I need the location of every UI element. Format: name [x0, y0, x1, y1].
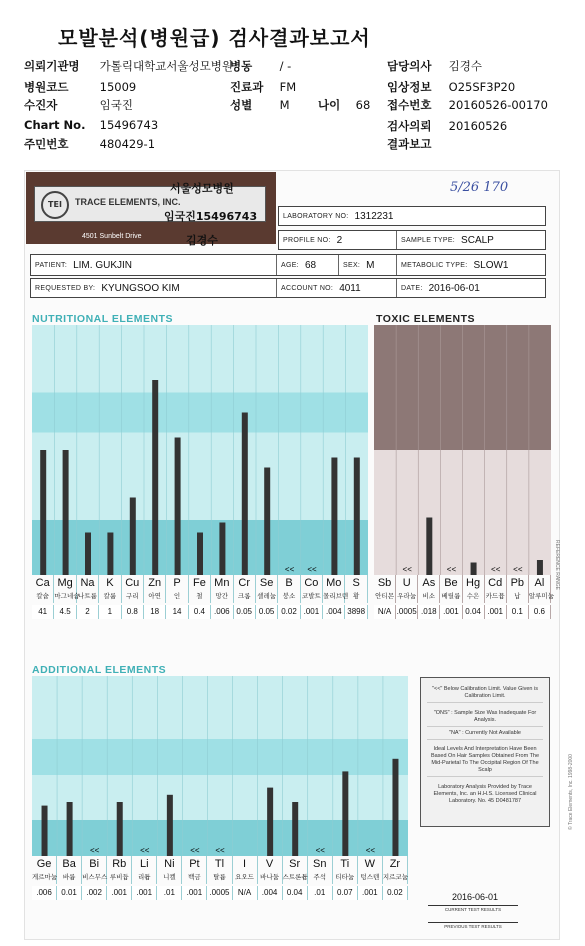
nutritional-value-ca: 41 — [32, 605, 54, 619]
toxic-value-sb: N/A — [374, 605, 396, 619]
additional-name-sr: 스트론튬 — [283, 872, 308, 884]
nutritional-band — [32, 393, 368, 433]
nutritional-plot — [32, 325, 368, 575]
header-department — [230, 79, 296, 95]
nutritional-symbol-p: P — [166, 575, 188, 591]
header-sex — [230, 97, 290, 113]
additional-value-bi: .002 — [82, 886, 107, 900]
date-label: DATE: — [401, 284, 423, 292]
toxic-below-limit-marker: << — [402, 565, 412, 574]
additional-name-w: 텅스텐 — [358, 872, 383, 884]
toxic-name-cd: 카드뮴 — [485, 591, 507, 603]
header-resident-no — [24, 136, 155, 152]
toxic-symbol-pb: Pb — [507, 575, 529, 591]
nutritional-symbol-ca: Ca — [32, 575, 54, 591]
age-label: AGE: — [281, 261, 299, 269]
additional-below-limit-marker: << — [140, 846, 150, 855]
additional-name-sn: 주석 — [308, 872, 333, 884]
nutritional-bar-s — [354, 458, 360, 576]
toxic-symbol-as: As — [418, 575, 440, 591]
nutritional-value-mg: 4.5 — [54, 605, 76, 619]
nutritional-bar-cr — [242, 413, 248, 576]
nutritional-value-s: 3898 — [345, 605, 367, 619]
toxic-value-hg: 0.04 — [463, 605, 485, 619]
additional-name-tl: 탈륨 — [207, 872, 232, 884]
legend-ideal-levels: Ideal Levels And Interpretation Have Been Based On Hair Samples Obtained From The Mid-Parietal To The Occipital Region Of The Scalp — [427, 744, 543, 777]
stamp-hospital: 서울성모병원 — [170, 182, 234, 195]
legend-box — [420, 677, 550, 827]
nutritional-bar-fe — [197, 533, 203, 576]
toxic-name-row — [374, 591, 554, 603]
current-results-line: CURRENT TEST RESULTS — [428, 905, 518, 912]
label-result-report: 결과보고 — [387, 137, 432, 151]
additional-value-ni: .01 — [157, 886, 182, 900]
toxic-name-be: 베릴륨 — [440, 591, 462, 603]
nutritional-value-p: 14 — [166, 605, 188, 619]
label-requesting-institution: 의뢰기관명 — [24, 59, 80, 73]
nutritional-symbol-b: B — [278, 575, 300, 591]
nutritional-name-row — [32, 591, 368, 603]
additional-below-limit-marker: << — [89, 846, 100, 855]
nutritional-symbol-s: S — [345, 575, 367, 591]
value-department: FM — [279, 80, 297, 94]
nutritional-value-row — [32, 605, 368, 619]
additional-plot — [32, 676, 408, 856]
label-age: 나이 — [318, 98, 341, 112]
label-patient: 수진자 — [24, 98, 58, 112]
additional-band — [32, 739, 408, 775]
nutritional-name-p: 인 — [166, 591, 188, 603]
additional-symbol-ti: Ti — [333, 856, 358, 872]
nutritional-value-b: 0.02 — [278, 605, 300, 619]
nutritional-below-limit-marker: << — [307, 565, 317, 574]
nutritional-name-se: 셀레늄 — [256, 591, 278, 603]
additional-title: ADDITIONAL ELEMENTS — [32, 664, 167, 676]
header-row-1 — [24, 58, 233, 74]
account-label: ACCOUNT NO: — [281, 284, 334, 292]
additional-chart — [32, 676, 408, 904]
toxic-name-as: 비소 — [418, 591, 440, 603]
toxic-name-hg: 수은 — [463, 591, 485, 603]
logo-name: TRACE ELEMENTS, INC. — [75, 197, 181, 207]
additional-value-sr: 0.04 — [283, 886, 308, 900]
nutritional-bar-p — [175, 438, 181, 576]
additional-name-ge: 게르마늄 — [32, 872, 57, 884]
toxic-symbol-row — [374, 575, 551, 591]
additional-bar-ti — [342, 771, 348, 856]
additional-symbol-ni: Ni — [157, 856, 182, 872]
nutritional-symbol-fe: Fe — [189, 575, 211, 591]
header-result-report — [387, 136, 445, 152]
toxic-bar-hg — [471, 563, 477, 576]
nutritional-bar-se — [264, 468, 270, 576]
label-doctor: 담당의사 — [387, 59, 432, 73]
toxic-below-limit-marker: << — [446, 565, 457, 574]
additional-symbol-ba: Ba — [57, 856, 82, 872]
nutritional-below-limit-marker: << — [284, 565, 295, 574]
profile-value: 2 — [336, 234, 343, 246]
header-chart-no — [24, 118, 158, 132]
nutritional-bar-na — [85, 533, 91, 576]
nutritional-symbol-row — [32, 575, 368, 591]
nutritional-name-b: 붕소 — [278, 591, 300, 603]
additional-symbol-sr: Sr — [283, 856, 308, 872]
toxic-value-row — [374, 605, 551, 619]
additional-symbol-row — [32, 856, 408, 872]
toxic-symbol-u: U — [396, 575, 418, 591]
additional-value-tl: .0005 — [207, 886, 232, 900]
request-box — [30, 278, 546, 298]
additional-symbol-rb: Rb — [107, 856, 132, 872]
toxic-name-sb: 안티몬 — [374, 591, 396, 603]
profile-label: PROFILE NO: — [283, 236, 331, 244]
label-chart-no: Chart No. — [24, 118, 86, 132]
label-receipt-no: 접수번호 — [387, 98, 432, 112]
toxic-plot — [374, 325, 551, 575]
nutritional-bar-mg — [63, 450, 69, 575]
nutritional-name-fe: 철 — [189, 591, 211, 603]
toxic-below-limit-marker: << — [513, 565, 523, 574]
toxic-bar-al — [537, 560, 543, 575]
nutritional-value-k: 1 — [99, 605, 121, 619]
tei-mark-icon: TEI — [41, 191, 69, 219]
logo-address: 4501 Sunbelt Drive — [82, 233, 142, 240]
additional-name-ba: 바륨 — [57, 872, 82, 884]
patient-label: PATIENT: — [35, 261, 68, 269]
additional-below-limit-marker: << — [190, 846, 200, 855]
nutritional-value-fe: 0.4 — [189, 605, 211, 619]
nutritional-symbol-mn: Mn — [211, 575, 233, 591]
stamp-patient-chart: 임국진15496743 — [164, 210, 258, 223]
value-chart-no: 15496743 — [99, 118, 159, 132]
legend-na: "NA" : Currently Not Available — [427, 728, 543, 740]
current-result-date: 2016-06-01 — [452, 892, 499, 902]
label-clinical-info: 임상정보 — [387, 80, 432, 94]
additional-symbol-bi: Bi — [82, 856, 107, 872]
nutritional-name-mo: 몰리브덴 — [323, 591, 345, 603]
additional-value-sn: .01 — [308, 886, 333, 900]
additional-symbol-li: Li — [132, 856, 157, 872]
additional-bar-sr — [292, 802, 298, 856]
additional-value-li: .001 — [132, 886, 157, 900]
nutritional-symbol-na: Na — [77, 575, 99, 591]
additional-value-pt: .001 — [182, 886, 207, 900]
additional-name-row — [32, 872, 408, 884]
value-request-date: 20160526 — [448, 119, 508, 133]
nutritional-name-cu: 구리 — [122, 591, 144, 603]
handwritten-note: 5/26 170 — [450, 180, 509, 195]
additional-value-row — [32, 886, 408, 900]
additional-bar-rb — [117, 802, 123, 856]
patient-box — [30, 254, 546, 276]
nutritional-name-mg: 마그네슘 — [54, 591, 76, 603]
date-value: 2016-06-01 — [428, 282, 480, 294]
additional-value-ge: .006 — [32, 886, 57, 900]
value-resident-no: 480429-1 — [99, 137, 156, 151]
toxic-bar-as — [426, 518, 432, 576]
additional-name-li: 리튬 — [132, 872, 157, 884]
additional-name-pt: 백금 — [182, 872, 207, 884]
toxic-chart — [374, 325, 554, 625]
toxic-symbol-be: Be — [440, 575, 462, 591]
nutritional-value-cu: 0.8 — [122, 605, 144, 619]
header-patient — [24, 97, 133, 113]
header-request-date — [387, 118, 507, 134]
additional-bar-zr — [392, 759, 398, 856]
additional-value-v: .004 — [258, 886, 283, 900]
lab-no-box — [278, 206, 546, 226]
label-department: 진료과 — [230, 80, 264, 94]
additional-value-i: N/A — [233, 886, 258, 900]
label-hospital-code: 병원코드 — [24, 80, 69, 94]
additional-name-ti: 티타늄 — [333, 872, 358, 884]
sex-label: SEX: — [343, 261, 361, 269]
additional-name-bi: 비스무스 — [82, 872, 107, 884]
legend-ons: "ONS" : Sample Size Was Inadequate For Analysis. — [427, 708, 543, 727]
nutritional-symbol-zn: Zn — [144, 575, 166, 591]
nutritional-value-na: 2 — [77, 605, 99, 619]
additional-symbol-w: W — [358, 856, 383, 872]
nutritional-name-cr: 크롬 — [234, 591, 256, 603]
additional-bar-v — [267, 788, 273, 856]
nutritional-name-ca: 칼슘 — [32, 591, 54, 603]
toxic-name-pb: 납 — [507, 591, 529, 603]
nutritional-name-zn: 아연 — [144, 591, 166, 603]
nutritional-symbol-cu: Cu — [122, 575, 144, 591]
additional-name-ni: 니켈 — [157, 872, 182, 884]
value-receipt-no: 20160526-00170 — [448, 98, 548, 112]
nutritional-name-na: 나트륨 — [77, 591, 99, 603]
additional-value-zr: 0.02 — [383, 886, 408, 900]
value-clinical-info: O25SF3P20 — [448, 80, 516, 94]
requested-by-label: REQUESTED BY: — [35, 284, 96, 292]
nutritional-value-mo: .004 — [323, 605, 345, 619]
toxic-value-al: 0.6 — [529, 605, 551, 619]
nutritional-symbol-se: Se — [256, 575, 278, 591]
nutritional-symbol-mo: Mo — [323, 575, 345, 591]
value-patient: 임국진 — [99, 98, 133, 112]
sample-type-label: SAMPLE TYPE: — [401, 236, 456, 244]
nutritional-symbol-k: K — [99, 575, 121, 591]
value-doctor: 김경수 — [448, 59, 482, 73]
metabolic-type-label: METABOLIC TYPE: — [401, 261, 468, 269]
additional-bar-ge — [42, 806, 48, 856]
toxic-symbol-hg: Hg — [463, 575, 485, 591]
nutritional-value-zn: 18 — [144, 605, 166, 619]
sample-type-value: SCALP — [461, 234, 494, 246]
toxic-symbol-al: Al — [529, 575, 551, 591]
additional-bar-ni — [167, 795, 173, 856]
toxic-symbol-sb: Sb — [374, 575, 396, 591]
toxic-value-cd: .001 — [485, 605, 507, 619]
nutritional-symbol-cr: Cr — [234, 575, 256, 591]
label-sex: 성별 — [230, 98, 253, 112]
lab-no-value: 1312231 — [354, 210, 394, 222]
additional-value-rb: .001 — [107, 886, 132, 900]
report-title: 모발분석(병원급) 검사결과보고서 — [58, 26, 371, 50]
value-sex: M — [279, 98, 290, 112]
nutritional-bar-ca — [40, 450, 46, 575]
additional-symbol-zr: Zr — [383, 856, 408, 872]
nutritional-bar-cu — [130, 498, 136, 576]
label-request-date: 검사의뢰 — [387, 119, 432, 133]
sex-value: M — [366, 259, 375, 271]
nutritional-title: NUTRITIONAL ELEMENTS — [32, 313, 174, 325]
additional-symbol-tl: Tl — [207, 856, 232, 872]
label-resident-no: 주민번호 — [24, 137, 69, 151]
nutritional-value-mn: .006 — [211, 605, 233, 619]
nutritional-value-se: 0.05 — [256, 605, 278, 619]
value-requesting-institution: 가톨릭대학교서울성모병원 — [99, 59, 233, 73]
toxic-symbol-cd: Cd — [485, 575, 507, 591]
value-hospital-code: 15009 — [99, 80, 137, 94]
toxic-value-u: .0005 — [396, 605, 418, 619]
nutritional-bar-mn — [219, 523, 225, 576]
additional-bar-ba — [67, 802, 73, 856]
nutritional-bar-zn — [152, 380, 158, 575]
stamp-doctor: 김경수 — [186, 234, 218, 247]
previous-results-line: PREVIOUS TEST RESULTS — [428, 922, 518, 929]
requested-by-value: KYUNGSOO KIM — [101, 282, 180, 294]
nutritional-bar-mo — [331, 458, 337, 576]
additional-value-ba: 0.01 — [57, 886, 82, 900]
lab-no-label: LABORATORY NO: — [283, 212, 349, 220]
legend-below-limit: "<<" Below Calibration Limit. Value Given is Calibration Limit. — [427, 684, 543, 703]
additional-symbol-pt: Pt — [182, 856, 207, 872]
nutritional-name-s: 황 — [345, 591, 367, 603]
nutritional-name-mn: 망간 — [211, 591, 233, 603]
profile-box — [278, 230, 546, 250]
legend-lab-info: Laboratory Analysis Provided by Trace Elements, Inc. an H.H.S. Licensed Clinical Laboratory. No. 45 D0481787 — [433, 784, 537, 804]
nutritional-symbol-co: Co — [301, 575, 323, 591]
metabolic-type-value: SLOW1 — [473, 259, 509, 271]
nutritional-value-co: .001 — [301, 605, 323, 619]
additional-value-ti: 0.07 — [333, 886, 358, 900]
additional-below-limit-marker: << — [215, 846, 225, 855]
nutritional-name-co: 코발트 — [301, 591, 323, 603]
nutritional-bar-k — [107, 533, 113, 576]
toxic-value-be: .001 — [440, 605, 462, 619]
additional-symbol-sn: Sn — [308, 856, 333, 872]
toxic-title: TOXIC ELEMENTS — [376, 313, 475, 325]
header-doctor — [387, 58, 482, 74]
nutritional-chart — [32, 325, 368, 625]
header-receipt-no — [387, 97, 548, 113]
patient-value: LIM. GUKJIN — [73, 259, 132, 271]
toxic-name-u: 우라늄 — [396, 591, 418, 603]
nutritional-name-k: 칼륨 — [99, 591, 121, 603]
header-hospital-code — [24, 79, 136, 95]
additional-symbol-ge: Ge — [32, 856, 57, 872]
additional-name-i: 요오드 — [233, 872, 258, 884]
value-age: 68 — [355, 98, 371, 112]
nutritional-value-cr: 0.05 — [234, 605, 256, 619]
additional-name-rb: 루비듐 — [107, 872, 132, 884]
toxic-name-al: 알루미늄 — [529, 591, 551, 603]
header-ward — [230, 58, 291, 74]
header-age — [318, 97, 370, 113]
copyright-note: © Trace Elements, Inc. 1998-2000 — [568, 754, 574, 830]
additional-value-w: .001 — [358, 886, 383, 900]
toxic-value-pb: 0.1 — [507, 605, 529, 619]
header-clinical-info — [387, 79, 515, 95]
age-value: 68 — [304, 259, 317, 271]
reference-range-label: REFERENCE RANGE — [554, 540, 560, 591]
value-ward: / - — [279, 59, 292, 73]
additional-symbol-v: V — [258, 856, 283, 872]
additional-below-limit-marker: << — [365, 846, 376, 855]
additional-below-limit-marker: << — [315, 846, 325, 855]
toxic-below-limit-marker: << — [491, 565, 501, 574]
nutritional-symbol-mg: Mg — [54, 575, 76, 591]
label-ward: 병동 — [230, 59, 253, 73]
toxic-value-as: .018 — [418, 605, 440, 619]
additional-symbol-i: I — [233, 856, 258, 872]
additional-name-zr: 지르코늄 — [383, 872, 408, 884]
account-value: 4011 — [339, 282, 361, 294]
additional-name-v: 바나듐 — [258, 872, 283, 884]
